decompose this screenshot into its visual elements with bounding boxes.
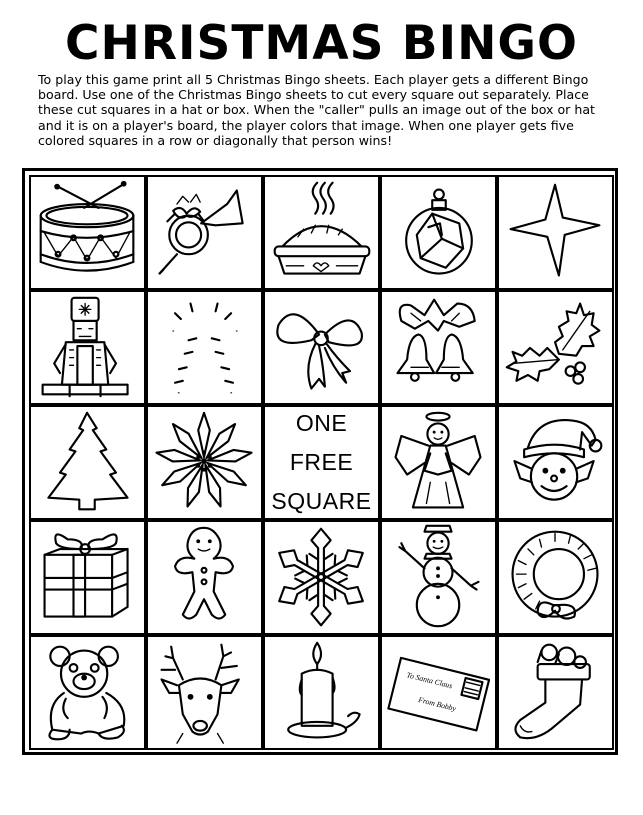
angel-icon: [382, 407, 495, 518]
ornament-icon: [382, 177, 495, 288]
bingo-square-letter: [380, 635, 497, 750]
wreath-icon: [499, 522, 612, 633]
bingo-square-bow: [263, 290, 380, 405]
snowflake-icon: [265, 522, 378, 633]
bingo-square-wreath: [497, 520, 614, 635]
candle-icon: [265, 637, 378, 748]
bingo-square-ornament: [380, 175, 497, 290]
free-square-label: [265, 407, 378, 518]
bingo-square-drum: [29, 175, 146, 290]
bingo-square-holly: [497, 290, 614, 405]
gingerbread-man-icon: [148, 522, 261, 633]
holly-icon: [499, 292, 612, 403]
candy-canes-icon: [148, 292, 261, 403]
bingo-square-teddy-bear: [29, 635, 146, 750]
bingo-square-star: [497, 175, 614, 290]
bells-icon: [382, 292, 495, 403]
bingo-square-christmas-tree: [29, 405, 146, 520]
letter-from-text: From Bobby: [417, 695, 457, 714]
instructions-text: To play this game print all 5 Christmas Bingo sheets. Each player gets a different Bingo board. Use one of the Christmas Bingo sheets to cut every square out separately. Place these cut squares in a hat or box. When the "caller" pulls an image out of the box or hat and it is on a player's board, the player colors that image. When one player gets five colored squares in a row or diagonally that person wins!: [38, 72, 595, 148]
bingo-square-elf: [497, 405, 614, 520]
free-square-line-one: ONE: [295, 410, 348, 436]
elf-icon: [499, 407, 612, 518]
bingo-square-stocking: [497, 635, 614, 750]
snowman-icon: [382, 522, 495, 633]
bingo-square-nutcracker: [29, 290, 146, 405]
bingo-board: [22, 168, 618, 755]
nutcracker-icon: [31, 292, 144, 403]
bingo-square-snowman: [380, 520, 497, 635]
bingo-square-free: [263, 405, 380, 520]
drum-icon: [31, 177, 144, 288]
bingo-square-snowflake: [263, 520, 380, 635]
bingo-square-pie: [263, 175, 380, 290]
poinsettia-icon: [148, 407, 261, 518]
free-square-line-square: SQUARE: [271, 488, 372, 514]
free-square-line-free: FREE: [289, 449, 354, 475]
bingo-square-present: [29, 520, 146, 635]
bingo-square-candy-canes: [146, 290, 263, 405]
bingo-square-angel: [380, 405, 497, 520]
bingo-square-bells: [380, 290, 497, 405]
pie-icon: [265, 177, 378, 288]
letter-to-text: To Santa Claus: [405, 670, 454, 691]
teddy-bear-icon: [31, 637, 144, 748]
bingo-square-candle: [263, 635, 380, 750]
stocking-icon: [499, 637, 612, 748]
star-icon: [499, 177, 612, 288]
letter-icon: [382, 637, 495, 748]
reindeer-icon: [148, 637, 261, 748]
bingo-square-reindeer: [146, 635, 263, 750]
present-icon: [31, 522, 144, 633]
page-title: CHRISTMAS BINGO: [65, 16, 578, 71]
bingo-square-poinsettia: [146, 405, 263, 520]
bingo-square-gingerbread: [146, 520, 263, 635]
bow-icon: [265, 292, 378, 403]
french-horn-icon: [148, 177, 261, 288]
christmas-tree-icon: [31, 407, 144, 518]
bingo-square-french-horn: [146, 175, 263, 290]
